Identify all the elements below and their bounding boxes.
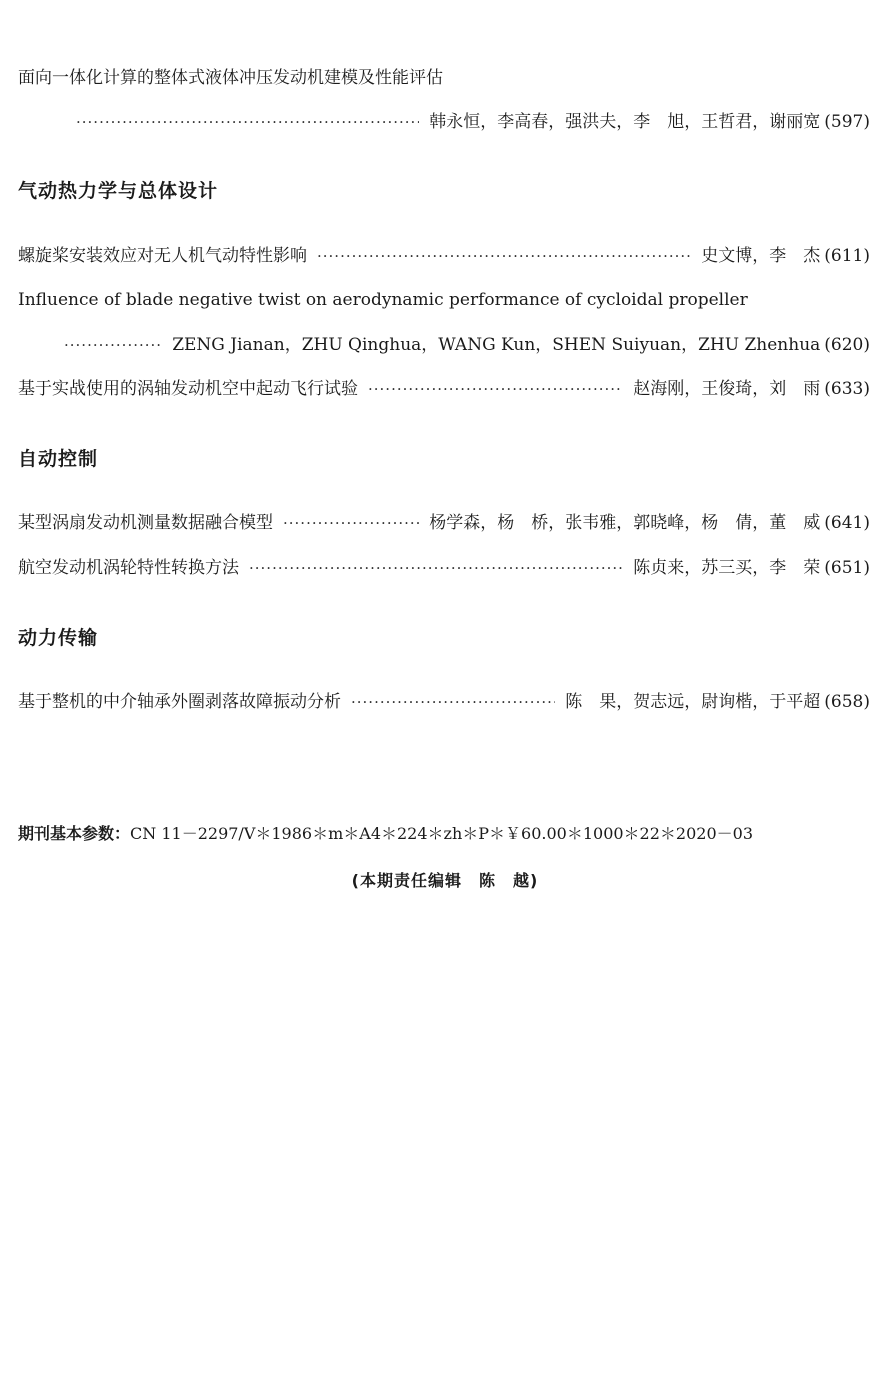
toc-entry (18, 511, 870, 535)
entry-title: 基于实战使用的涡轴发动机空中起动飞行试验 (18, 379, 358, 399)
entry-authors: 赵海刚，王俊琦，刘 雨 (633, 379, 821, 399)
toc-entry (18, 556, 870, 580)
toc-entry-title (18, 66, 443, 90)
entry-page: (620) (824, 335, 870, 355)
entry-title: 螺旋桨安装效应对无人机气动特性影响 (18, 246, 307, 266)
entry-authors: 杨学森，杨 桥，张韦雅，郭晓峰，杨 倩，董 威 (429, 513, 821, 533)
leader-dots (64, 333, 162, 357)
entry-page: (633) (824, 379, 870, 399)
entry-page: (611) (824, 246, 870, 266)
entry-title: Influence of blade negative twist on aerodynamic performance of cycloidal propeller (18, 290, 748, 310)
entry-title: 面向一体化计算的整体式液体冲压发动机建模及性能评估 (18, 68, 443, 88)
toc-entry (18, 690, 870, 714)
leader-dots (317, 244, 691, 268)
params-value: CN 11－2297/V＊1986＊m＊A4＊224＊zh＊P＊￥60.00＊1000＊22＊2020－03 (130, 824, 753, 843)
entry-authors: 陈贞来，苏三买，李 荣 (633, 558, 821, 578)
toc-entry-byline (64, 333, 870, 357)
entry-title: 基于整机的中介轴承外圈剥落故障振动分析 (18, 692, 341, 712)
section-heading: 动力传输 (18, 627, 99, 649)
leader-dots (249, 556, 623, 580)
section-heading: 气动热力学与总体设计 (18, 180, 219, 202)
issue-editor: (本期责任编辑 陈 越) (351, 871, 539, 890)
entry-title: 航空发动机涡轮特性转换方法 (18, 558, 239, 578)
entry-authors: ZENG Jianan，ZHU Qinghua，WANG Kun，SHEN Suiyuan，ZHU Zhenhua (172, 335, 821, 355)
leader-dots (368, 377, 623, 401)
entry-authors: 史文博，李 杰 (701, 246, 821, 266)
entry-page: (658) (824, 692, 870, 712)
journal-params (18, 822, 753, 846)
entry-page: (597) (824, 112, 870, 132)
toc-entry-byline (66, 110, 870, 134)
entry-authors: 陈 果，贺志远，尉询楷，于平超 (565, 692, 821, 712)
params-label: 期刊基本参数： (18, 824, 131, 843)
entry-authors: 韩永恒，李高春，强洪夫，李 旭，王哲君，谢丽宽 (429, 112, 821, 132)
entry-page: (641) (824, 513, 870, 533)
toc-entry (18, 377, 870, 401)
entry-page: (651) (824, 558, 870, 578)
section-heading: 自动控制 (18, 448, 99, 470)
leader-dots (283, 511, 419, 535)
leader-dots (76, 110, 419, 134)
entry-title: 某型涡扇发动机测量数据融合模型 (18, 513, 273, 533)
leader-dots (351, 690, 555, 714)
toc-entry-title (18, 288, 748, 312)
toc-entry (18, 244, 870, 268)
